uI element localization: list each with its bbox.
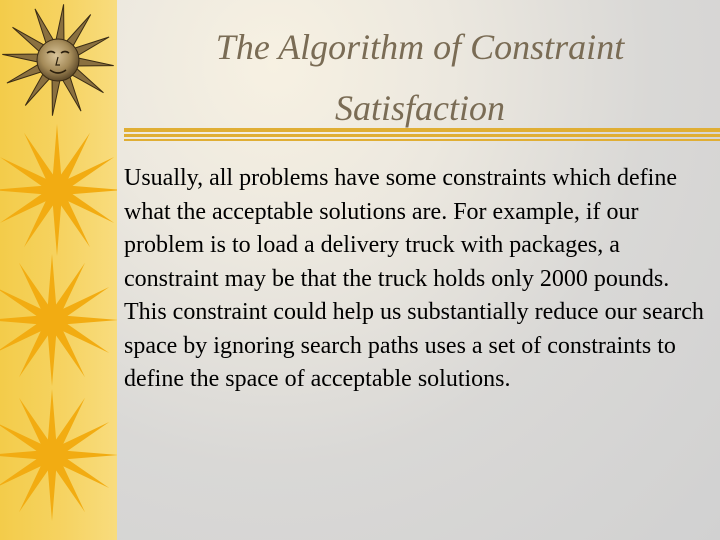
sun-strip-graphic xyxy=(0,0,117,540)
title-line-1: The Algorithm of Constraint xyxy=(215,27,625,67)
sun-icon xyxy=(0,124,117,256)
decorative-sun-strip xyxy=(0,0,117,540)
title-line-2: Satisfaction xyxy=(335,88,505,128)
title-divider xyxy=(124,128,720,144)
sun-icon xyxy=(0,389,117,521)
sun-icon xyxy=(0,254,117,386)
sun-face-icon xyxy=(2,4,113,115)
slide-title xyxy=(150,24,690,128)
body-paragraph: Usually, all problems have some constraints which define what the acceptable solutions are. For example, if our problem is to load a delivery truck with packages, a constraint may be that the truck holds only 2000 pounds. This constraint could help us substantially reduce our search space by ignoring search paths uses a set of constraints to define the space of acceptable solutions. xyxy=(124,165,704,392)
